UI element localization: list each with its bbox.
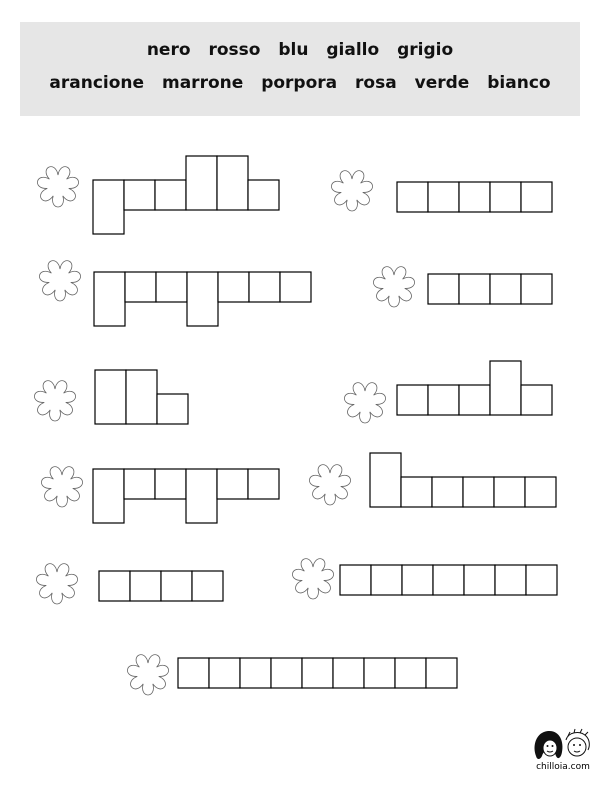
letter-box[interactable] xyxy=(186,469,217,523)
letter-box[interactable] xyxy=(302,658,333,688)
letter-box[interactable] xyxy=(364,658,395,688)
letter-box[interactable] xyxy=(249,272,280,302)
word-arancione: arancione xyxy=(49,73,145,93)
letter-box[interactable] xyxy=(397,385,428,415)
flower-outline-icon xyxy=(39,261,80,301)
letter-box[interactable] xyxy=(93,469,124,523)
letter-box[interactable] xyxy=(459,274,490,304)
word-shape-8 xyxy=(370,453,556,507)
letter-box[interactable] xyxy=(525,477,556,507)
letter-box[interactable] xyxy=(271,658,302,688)
word-nero: nero xyxy=(146,40,191,60)
word-bianco: bianco xyxy=(487,73,551,93)
brand-text: chilloia.com xyxy=(536,762,590,772)
letter-box[interactable] xyxy=(521,274,552,304)
letter-box[interactable] xyxy=(125,272,156,302)
letter-box[interactable] xyxy=(209,658,240,688)
word-verde: verde xyxy=(414,73,470,93)
letter-box[interactable] xyxy=(99,571,130,601)
flower-outline-icon xyxy=(36,564,77,604)
word-shape-6 xyxy=(397,361,552,415)
flower-outline-icon xyxy=(127,655,168,695)
letter-box[interactable] xyxy=(155,180,186,210)
letter-box[interactable] xyxy=(459,182,490,212)
letter-box[interactable] xyxy=(463,477,494,507)
word-shape-11 xyxy=(178,658,457,688)
letter-box[interactable] xyxy=(248,469,279,499)
word-blu: blu xyxy=(278,40,309,60)
flower-outline-icon xyxy=(292,559,333,599)
word-rosso: rosso xyxy=(208,40,261,60)
letter-box[interactable] xyxy=(428,182,459,212)
flower-outline-icon xyxy=(309,465,350,505)
letter-box[interactable] xyxy=(95,370,126,424)
letter-box[interactable] xyxy=(490,182,521,212)
letter-box[interactable] xyxy=(130,571,161,601)
letter-box[interactable] xyxy=(187,272,218,326)
letter-box[interactable] xyxy=(248,180,279,210)
letter-box[interactable] xyxy=(218,272,249,302)
letter-box[interactable] xyxy=(490,361,521,415)
word-shape-4 xyxy=(428,274,552,304)
letter-box[interactable] xyxy=(186,156,217,210)
flower-outline-icon xyxy=(373,267,414,307)
flower-outline-icon xyxy=(344,383,385,423)
letter-box[interactable] xyxy=(521,182,552,212)
letter-box[interactable] xyxy=(397,182,428,212)
letter-box[interactable] xyxy=(464,565,495,595)
letter-box[interactable] xyxy=(124,180,155,210)
letter-box[interactable] xyxy=(490,274,521,304)
letter-box[interactable] xyxy=(495,565,526,595)
letter-box[interactable] xyxy=(217,469,248,499)
letter-box[interactable] xyxy=(340,565,371,595)
letter-box[interactable] xyxy=(432,477,463,507)
word-porpora: porpora xyxy=(261,73,338,93)
letter-box[interactable] xyxy=(178,658,209,688)
letter-box[interactable] xyxy=(494,477,525,507)
word-shape-5 xyxy=(95,370,188,424)
letter-box[interactable] xyxy=(157,394,188,424)
letter-box[interactable] xyxy=(280,272,311,302)
word-shape-10 xyxy=(340,565,557,595)
word-giallo: giallo xyxy=(326,40,380,60)
letter-box[interactable] xyxy=(93,180,124,234)
letter-box[interactable] xyxy=(156,272,187,302)
letter-box[interactable] xyxy=(161,571,192,601)
chilloia-logo-icon xyxy=(530,726,596,762)
flower-outline-icon xyxy=(34,381,75,421)
letter-box[interactable] xyxy=(371,565,402,595)
flower-outline-icon xyxy=(41,467,82,507)
letter-box[interactable] xyxy=(521,385,552,415)
letter-box[interactable] xyxy=(526,565,557,595)
flower-outline-icon xyxy=(37,167,78,207)
letter-box[interactable] xyxy=(401,477,432,507)
flower-outline-icon xyxy=(331,171,372,211)
letter-box[interactable] xyxy=(402,565,433,595)
word-shape-7 xyxy=(93,469,279,523)
letter-box[interactable] xyxy=(428,385,459,415)
word-grigio: grigio xyxy=(397,40,454,60)
letter-box[interactable] xyxy=(428,274,459,304)
letter-box[interactable] xyxy=(217,156,248,210)
letter-box[interactable] xyxy=(395,658,426,688)
letter-box[interactable] xyxy=(459,385,490,415)
letter-box[interactable] xyxy=(433,565,464,595)
letter-box[interactable] xyxy=(370,453,401,507)
word-shape-2 xyxy=(397,182,552,212)
letter-box[interactable] xyxy=(126,370,157,424)
letter-box[interactable] xyxy=(155,469,186,499)
word-shape-3 xyxy=(94,272,311,326)
word-shape-1 xyxy=(93,156,279,234)
brand-logo xyxy=(530,726,596,776)
letter-box[interactable] xyxy=(124,469,155,499)
letter-box[interactable] xyxy=(94,272,125,326)
word-rosa: rosa xyxy=(355,73,397,93)
letter-box[interactable] xyxy=(192,571,223,601)
letter-box[interactable] xyxy=(333,658,364,688)
word-marrone: marrone xyxy=(162,73,244,93)
word-shape-9 xyxy=(99,571,223,601)
letter-box[interactable] xyxy=(240,658,271,688)
letter-box[interactable] xyxy=(426,658,457,688)
